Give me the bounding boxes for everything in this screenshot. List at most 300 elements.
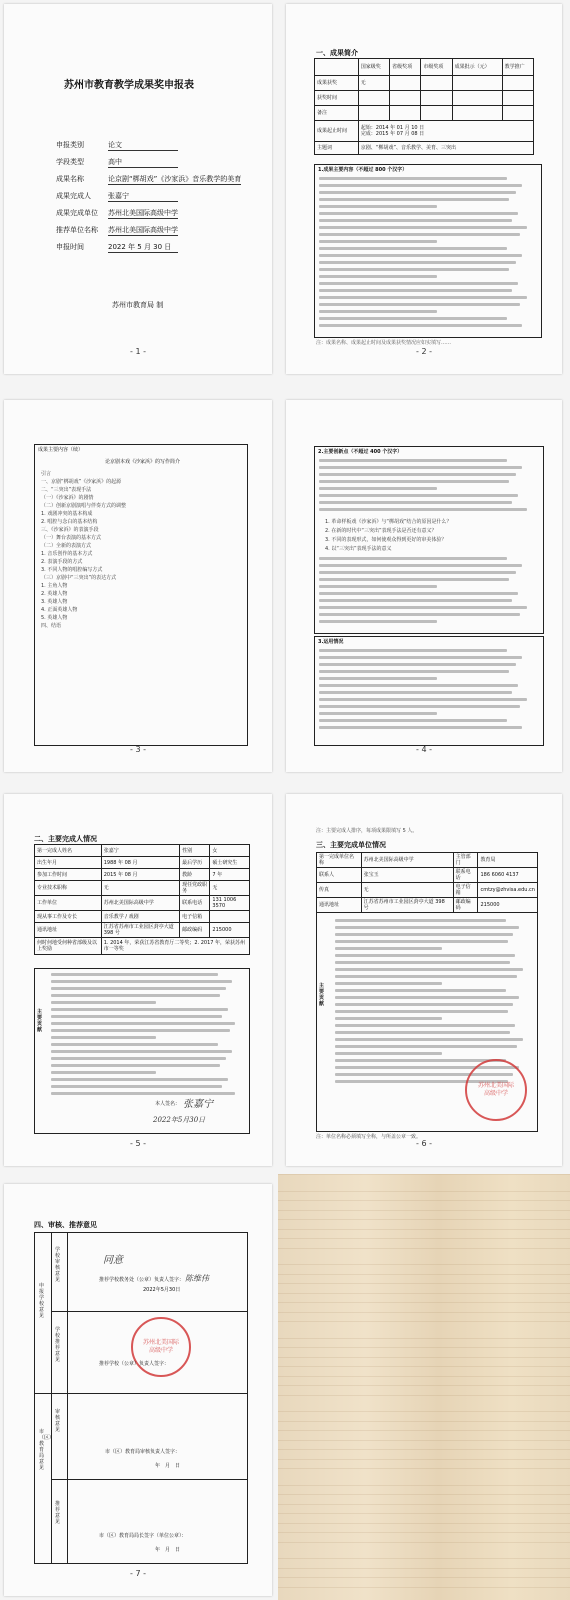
awards-label: 何时何地受何种省部级及以上奖励: [35, 938, 102, 955]
text-line: [319, 254, 522, 257]
wood-grain: [278, 1219, 570, 1220]
text-line: [319, 261, 516, 264]
contrib-box: [34, 968, 250, 1134]
wood-grain: [278, 1302, 570, 1303]
table-value-cell: 7 年: [210, 869, 250, 881]
footnote: 注：成果名称、成果起止时间及成果获奖情况应如实填写……: [316, 340, 452, 346]
review-box: [34, 1232, 248, 1564]
award-cell-empty: [358, 91, 389, 106]
text-line: [319, 459, 507, 462]
toc-item: （三）京剧中“三突出”的表达方式: [41, 575, 117, 581]
award-cell: 无: [358, 76, 389, 91]
award-cell-empty: [390, 91, 421, 106]
keywords-label: 主题词: [315, 142, 359, 155]
page-4: [286, 400, 562, 772]
award-th-4: 成果批示（元）: [452, 59, 502, 76]
table-label-cell: 现从事工作及专长: [35, 911, 102, 923]
question-item: 2. 在新的时代中“三突出”表现手法是否还有意义？: [325, 528, 437, 534]
award-th-5: 教学推广: [502, 59, 533, 76]
text-line: [319, 473, 516, 476]
text-line: [319, 564, 522, 567]
wood-grain: [278, 1440, 570, 1441]
text-line: [51, 987, 226, 990]
text-line: [319, 198, 509, 201]
sign-date: 2022年5月30日: [153, 1116, 206, 1124]
wood-grain: [278, 1459, 570, 1460]
table-value-cell: 无: [361, 883, 453, 898]
page-number: - 6 -: [416, 1139, 432, 1148]
text-line: [319, 719, 507, 722]
school-column-label: 申报学校意见: [39, 1283, 45, 1319]
text-line: [51, 1029, 230, 1032]
page-7: [4, 1184, 272, 1596]
text-line: [335, 982, 442, 985]
wood-grain: [278, 1513, 570, 1514]
field-value: 张嘉宁: [108, 191, 178, 202]
text-line: [319, 585, 437, 588]
table-label-cell: 邮政编码: [453, 898, 478, 913]
table-value-cell: [210, 911, 250, 923]
table-value-cell: 江苏省苏州市工业园区葑亭大道 398 号: [101, 923, 179, 938]
toc-item: （一）舞台表演的基本方式: [41, 535, 102, 541]
text-line: [51, 1071, 156, 1074]
text-line: [319, 726, 522, 729]
table-label-cell: 工作单位: [35, 896, 102, 911]
field-label: 成果完成人: [56, 192, 91, 200]
text-line: [51, 1022, 235, 1025]
text-line: [319, 670, 509, 673]
toc-item: 三、《沙家浜》的表演手段: [41, 527, 99, 533]
table-label-cell: 邮政编码: [180, 923, 210, 938]
row3-date: 年 月 日: [155, 1463, 181, 1469]
page-number: - 4 -: [416, 745, 432, 754]
text-line: [319, 303, 520, 306]
text-line: [335, 1045, 517, 1048]
text-line: [51, 994, 220, 997]
table-value-cell: 无: [101, 881, 179, 896]
wood-grain: [278, 1385, 570, 1386]
field-value: 论京剧“梆胡戏”《沙家浜》音乐教学的美育: [108, 175, 242, 183]
toc-item: （一）《沙家浜》的剧情: [41, 495, 94, 501]
text-line: [335, 1003, 513, 1006]
wood-grain: [278, 1568, 570, 1569]
text-line: [335, 940, 508, 943]
award-cell-empty: [421, 76, 452, 91]
toc-item: 1. 主角人物: [41, 583, 68, 589]
wood-grain: [278, 1293, 570, 1294]
toc-item: 1. 戏剧冲突的基本构成: [41, 511, 93, 517]
section-title: 一、成果简介: [316, 49, 358, 57]
table-value-cell: 苏州北美国际高级中学: [361, 853, 453, 868]
text-line: [319, 289, 512, 292]
text-line: [319, 268, 509, 271]
text-line: [51, 1043, 218, 1046]
text-line: [51, 1064, 220, 1067]
text-line: [319, 191, 516, 194]
text-line: [319, 324, 522, 327]
field-value: 论文: [108, 140, 178, 151]
keywords: 京剧、“梆胡戏”、音乐教学、美育、三突出: [358, 142, 533, 155]
wood-grain: [278, 1264, 570, 1265]
table-label-cell: 通讯地址: [317, 898, 362, 913]
toc-item: 2. 唱腔与念白的基本结构: [41, 519, 98, 525]
toc-item: 2. 英雄人物: [41, 591, 68, 597]
field-value: 苏州北美国际高级中学: [108, 226, 178, 234]
summary-text: [319, 177, 535, 331]
toc-subtitle: 论京剧本戏《沙家浜》的写作简介: [105, 459, 181, 465]
text-line: [319, 620, 437, 623]
table-value-cell: 硕士研究生: [210, 857, 250, 869]
row1-date: 2022年5月30日: [143, 1287, 181, 1293]
toc-item: 1. 音乐创作的基本方式: [41, 551, 93, 557]
table-value-cell: 江苏省苏州市工业园区葑亭大道 398 号: [361, 898, 453, 913]
award-cell-empty: [358, 106, 389, 121]
text-line: [319, 317, 507, 320]
table-value-cell: 2015 年 08 月: [101, 869, 179, 881]
innovation-box: [314, 446, 544, 634]
content-head: 成果主要内容（续）: [38, 447, 84, 453]
text-line: [335, 1038, 523, 1041]
wood-grain: [278, 1238, 570, 1239]
text-line: [319, 487, 437, 490]
contrib-text: [51, 973, 243, 1099]
wood-grain: [278, 1248, 570, 1249]
table-value-cell: 215000: [478, 898, 538, 913]
table-label-cell: 联系电话: [180, 896, 210, 911]
section-title: 四、审核、推荐意见: [34, 1221, 97, 1229]
text-line: [319, 310, 437, 313]
time-end: 完成：2015 年 07 月 08 日: [360, 131, 425, 137]
table-value-cell: 1988 年 08 月: [101, 857, 179, 869]
toc-item: 一、京剧“梆胡戏”《沙家浜》的起源: [41, 479, 122, 485]
table-label-cell: 专业技术职称: [35, 881, 102, 896]
text-line: [335, 933, 513, 936]
time-label: 成果起止时间: [315, 121, 359, 142]
text-line: [335, 975, 517, 978]
table-value-cell: 音乐教学 / 戏剧: [101, 911, 179, 923]
innovation-text-top: [319, 459, 537, 515]
text-line: [51, 1078, 228, 1081]
award-cell-empty: [502, 91, 533, 106]
question-item: 4. 以“三突出”表现手法的意义: [325, 546, 392, 552]
question-list: [325, 519, 452, 555]
award-th-0: [315, 59, 359, 76]
text-line: [319, 480, 509, 483]
field-label: 申报类别: [56, 141, 84, 149]
field-value: 2022 年 5 月 30 日: [108, 242, 178, 253]
table-label-cell: 联系电话: [453, 868, 478, 883]
text-line: [51, 1050, 232, 1053]
text-line: [319, 466, 522, 469]
table-label-cell: 电子信箱: [453, 883, 478, 898]
question-item: 3. 不同的表现形式，如何使观众得到更好的审美体验？: [325, 537, 447, 543]
table-value-cell: cmtzy@zhvisa.edu.cn: [478, 883, 538, 898]
text-line: [335, 1017, 442, 1020]
toc-item: 2. 表演手段的方式: [41, 559, 83, 565]
text-line: [319, 705, 520, 708]
table-label-cell: 主管部门: [453, 853, 478, 868]
text-line: [335, 954, 515, 957]
wood-grain: [278, 1542, 570, 1543]
text-line: [51, 980, 232, 983]
table-label-cell: 通讯地址: [35, 923, 102, 938]
wood-grain: [278, 1376, 570, 1377]
page-2: [286, 4, 562, 374]
text-line: [51, 973, 218, 976]
usage-head: 3.运用情况: [318, 639, 344, 645]
content-box: [34, 444, 248, 746]
row1-sign: 推荐学校教务处（公章）负责人签字：: [99, 1277, 185, 1283]
text-line: [335, 968, 523, 971]
text-line: [335, 989, 506, 992]
text-line: [335, 1031, 510, 1034]
page-number: - 1 -: [130, 347, 146, 356]
text-line: [335, 961, 510, 964]
text-line: [319, 177, 507, 180]
wood-grain: [278, 1494, 570, 1495]
row2-label: 学校推荐意见: [55, 1327, 61, 1363]
note-bottom: 注：单位名称必须填写全称，与所盖公章一致。: [316, 1134, 422, 1140]
wood-grain: [278, 1411, 570, 1412]
text-line: [319, 494, 518, 497]
text-line: [319, 557, 507, 560]
award-cell-empty: [502, 106, 533, 121]
wood-grain: [278, 1449, 570, 1450]
text-line: [319, 184, 522, 187]
award-row-label: 备注: [315, 106, 359, 121]
field-value: 苏州北美国际高级中学: [108, 209, 178, 217]
award-cell-empty: [390, 106, 421, 121]
time-range: [358, 121, 533, 142]
text-line: [51, 1008, 228, 1011]
wood-grain: [278, 1312, 570, 1313]
wood-grain: [278, 1504, 570, 1505]
page-number: - 7 -: [130, 1569, 146, 1578]
row3-sign: 市（区）教育局审核负责人签字：: [105, 1449, 181, 1455]
section-title: 三、主要完成单位情况: [316, 841, 386, 849]
table-label-cell: 性别: [180, 845, 210, 857]
text-line: [319, 649, 507, 652]
award-th-1: 国家级奖: [358, 59, 389, 76]
wood-grain: [278, 1229, 570, 1230]
table-label-cell: 联系人: [317, 868, 362, 883]
wood-grain: [278, 1577, 570, 1578]
innovation-head: 2.主要创新点（不超过 400 个汉字）: [318, 449, 403, 455]
page-6: [286, 794, 562, 1166]
wood-grain: [278, 1366, 570, 1367]
text-line: [335, 1010, 508, 1013]
text-line: [51, 1001, 156, 1004]
text-line: [335, 947, 442, 950]
text-line: [319, 226, 527, 229]
text-line: [319, 684, 518, 687]
text-line: [319, 663, 516, 666]
row-divider: [35, 1393, 247, 1394]
field-label: 推荐单位名称: [56, 226, 98, 234]
table-value-cell: 131 1006 3570: [210, 896, 250, 911]
table-label-cell: 最后学历: [180, 857, 210, 869]
text-line: [335, 926, 519, 929]
issuer-footer: 苏州市教育局 制: [112, 301, 164, 309]
award-cell-empty: [452, 76, 502, 91]
award-cell-empty: [452, 91, 502, 106]
table-label-cell: 教龄: [180, 869, 210, 881]
usage-box: [314, 636, 544, 746]
text-line: [335, 1059, 506, 1062]
text-line: [51, 1036, 156, 1039]
page-number: - 5 -: [130, 1139, 146, 1148]
wood-grain: [278, 1357, 570, 1358]
award-table: [314, 58, 534, 155]
toc-item: 引言: [41, 471, 52, 477]
text-line: [319, 296, 527, 299]
table-label-cell: 现任党政职务: [180, 881, 210, 896]
contrib-label: 主要贡献: [37, 1009, 43, 1033]
toc-list: [41, 471, 126, 631]
unit-table: [316, 852, 538, 913]
text-line: [335, 996, 519, 999]
award-row-label: 获奖时间: [315, 91, 359, 106]
table-value-cell: 215000: [210, 923, 250, 938]
toc-item: 3. 英雄人物: [41, 599, 68, 605]
text-line: [319, 592, 518, 595]
text-line: [319, 212, 518, 215]
award-th-3: 市级奖项: [421, 59, 452, 76]
award-cell-empty: [452, 106, 502, 121]
toc-item: 二、“三突出”表现手法: [41, 487, 92, 493]
table-label-cell: 参加工作时间: [35, 869, 102, 881]
wood-grain: [278, 1421, 570, 1422]
toc-item: 3. 不同人物的唱腔编写方式: [41, 567, 103, 573]
school-seal: [131, 1317, 191, 1377]
unit-contrib-label: 主要贡献: [319, 983, 325, 1007]
unit-contrib-box: [316, 912, 538, 1132]
text-line: [51, 1015, 222, 1018]
note-top: 注：主要完成人排序，每项成果限填写 5 人。: [316, 828, 418, 834]
toc-item: 5. 英雄人物: [41, 615, 68, 621]
page-3: [4, 400, 272, 772]
wood-grain: [278, 1558, 570, 1559]
wood-grain: [278, 1321, 570, 1322]
table-label-cell: 电子信箱: [180, 911, 210, 923]
school-seal-text: 苏州北美国际高级中学: [142, 1339, 179, 1354]
wood-grain: [278, 1191, 570, 1192]
row-divider: [51, 1311, 247, 1312]
awards-value: 1. 2014 年，荣获江苏省教育厅二等奖；2. 2017 年，荣获苏州市一等奖: [101, 938, 249, 955]
wood-background: [278, 1174, 570, 1600]
award-cell-empty: [421, 106, 452, 121]
field-label: 成果名称: [56, 175, 84, 183]
award-cell-empty: [421, 91, 452, 106]
text-line: [319, 599, 512, 602]
text-line: [319, 219, 512, 222]
innovation-text-bottom: [319, 557, 537, 627]
page-number: - 2 -: [416, 347, 432, 356]
unit-seal: [465, 1059, 527, 1121]
wood-grain: [278, 1174, 570, 1175]
row-divider: [51, 1479, 247, 1480]
text-line: [319, 571, 516, 574]
time-start: 起始：2014 年 01 月 10 日: [360, 125, 425, 131]
table-label-cell: 第一完成人姓名: [35, 845, 102, 857]
sign-label: 本人签名：: [155, 1101, 181, 1107]
toc-item: 4. 正面英雄人物: [41, 607, 78, 613]
text-line: [319, 578, 509, 581]
table-value-cell: 女: [210, 845, 250, 857]
award-th-2: 省级奖项: [390, 59, 421, 76]
row2-sign: 推荐学校（公章）负责人签字：: [99, 1361, 170, 1367]
table-label-cell: 传真: [317, 883, 362, 898]
page-number: - 3 -: [130, 745, 146, 754]
text-line: [51, 1085, 222, 1088]
wood-grain: [278, 1200, 570, 1201]
page-5: [4, 794, 272, 1166]
col-divider: [67, 1233, 68, 1563]
field-label: 成果完成单位: [56, 209, 98, 217]
text-line: [319, 233, 520, 236]
award-row-label: 成果获奖: [315, 76, 359, 91]
text-line: [319, 501, 512, 504]
text-line: [319, 275, 437, 278]
text-line: [319, 247, 507, 250]
table-value-cell: 无: [210, 881, 250, 896]
wood-grain: [278, 1210, 570, 1211]
text-line: [319, 613, 520, 616]
wood-grain: [278, 1347, 570, 1348]
wood-grain: [278, 1587, 570, 1588]
summary-box: [314, 164, 542, 338]
unit-seal-text: 苏州北美国际高级中学: [477, 1082, 514, 1097]
text-line: [319, 240, 437, 243]
toc-item: （二）全新的表演方式: [41, 543, 92, 549]
table-label-cell: 出生年月: [35, 857, 102, 869]
person-table: [34, 844, 250, 955]
col-divider: [51, 1233, 52, 1563]
table-value-cell: 186 6060 4137: [478, 868, 538, 883]
row3-label: 审核意见: [55, 1409, 61, 1433]
text-line: [319, 606, 527, 609]
text-line: [51, 1057, 226, 1060]
section-title: 二、主要完成人情况: [34, 835, 97, 843]
city-column-label: 市（区）教育局意见: [39, 1429, 55, 1471]
wood-grain: [278, 1395, 570, 1396]
field-label: 申报时间: [56, 243, 84, 251]
wood-grain: [278, 1468, 570, 1469]
form-title: 苏州市教育教学成果奖申报表: [64, 80, 194, 91]
wood-grain: [278, 1523, 570, 1524]
field-value: 高中: [108, 157, 178, 168]
text-line: [319, 677, 437, 680]
wood-grain: [278, 1532, 570, 1533]
toc-item: 四、结语: [41, 623, 62, 629]
toc-item: （二）创新京剧演唱与伴奏方式的调整: [41, 503, 127, 509]
table-value-cell: 张宝玉: [361, 868, 453, 883]
text-line: [319, 656, 522, 659]
row4-label: 推荐意见: [55, 1501, 61, 1525]
handwritten-approval: 同意: [103, 1255, 123, 1266]
table-value-cell: 张嘉宁: [101, 845, 179, 857]
signature: 张嘉宁: [183, 1099, 213, 1110]
table-value-cell: 苏州北美国际高级中学: [101, 896, 179, 911]
question-item: 1. 革命样板戏《沙家浜》与“梆胡戏”结合的原因是什么？: [325, 519, 452, 525]
wood-grain: [278, 1274, 570, 1275]
text-line: [319, 712, 437, 715]
text-line: [335, 1052, 442, 1055]
text-line: [319, 205, 437, 208]
table-value-cell: 教育局: [478, 853, 538, 868]
wood-grain: [278, 1430, 570, 1431]
award-cell-empty: [502, 76, 533, 91]
